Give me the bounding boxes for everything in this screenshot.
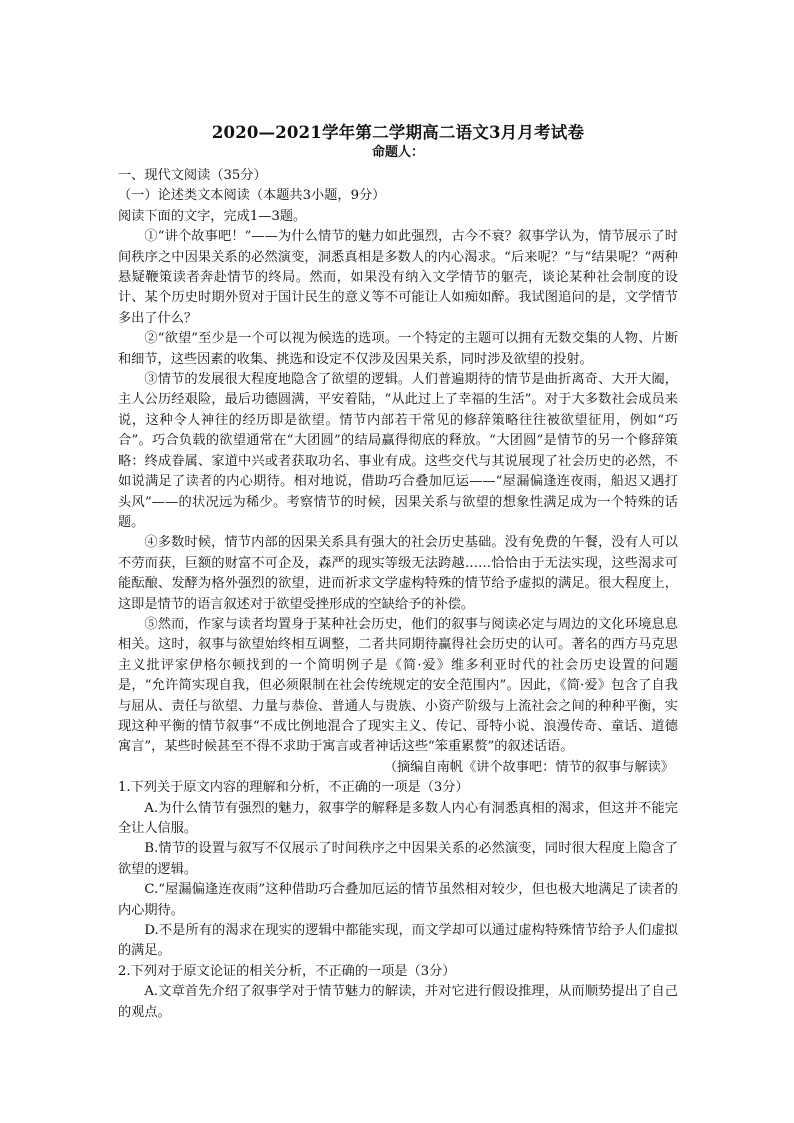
passage-paragraph-1: ①“讲个故事吧！”——为什么情节的魅力如此强烈，古今不衰？叙事学认为，情节展示了时间秩序之中因果关系的必然演变，洞悉真相是多数人的内心渴求。“后来呢？”与“结果呢？”两种悬疑鞭策读者奔赴情节的终局。然而，如果没有纳入文学情节的躯壳，谈论某种社会制度的设计、某个历史时期外贸对于国计民生的意义等不可能让人如痴如醉。我试图追问的是，文学情节多出了什么？ <box>118 229 678 326</box>
section-heading: 一、现代文阅读（35分） <box>118 168 267 183</box>
question-1-option-b: B.情节的设置与叙写不仅展示了时间秩序之中因果关系的必然演变，同时很大程度上隐含了欲望的逻辑。 <box>118 841 678 877</box>
question-2-stem: 2.下列对于原文论证的相关分析，不正确的一项是（3分） <box>118 963 456 979</box>
passage-paragraph-4: ④多数时候，情节内部的因果关系具有强大的社会历史基础。没有免费的午餐，没有人可以不劳而获，巨额的财富不可企及，森严的现实等级无法跨越……恰恰由于无法实现，这些渴求可能酝酿、发酵为格外强烈的欲望，进而祈求文学虚构特殊的情节给予虚拟的满足。很大程度上，这即是情节的语言叙述对于欲望受挫形成的空缺给予的补偿。 <box>118 535 678 612</box>
passage-paragraph-2: ②“欲望”至少是一个可以视为候选的选项。一个特定的主题可以拥有无数交集的人物、片断和细节，这些因素的收集、挑选和设定不仅涉及因果关系，同时涉及欲望的投射。 <box>118 331 678 367</box>
subsection-heading: （一）论述类文本阅读（本题共3小题，9分） <box>118 188 386 204</box>
passage-paragraph-5: ⑤然而，作家与读者均置身于某种社会历史，他们的叙事与阅读必定与周边的文化环境息息相关。这时，叙事与欲望始终相互调整，二者共同期待赢得社会历史的认可。著名的西方马克思主义批评家伊格尔顿找到的一个简明例子是《简·爱》维多利亚时代的社会历史设置的问题是，“允许简实现自我，但必须限制在社会传统规定的安全范围内”。因此，《简·爱》包含了自我与屈从、责任与欲望、力量与恭俭、普通人与贵族、小资产阶级与上流社会之间的种种平衡，实现这种平衡的情节叙事“不成比例地混合了现实主义、传记、哥特小说、浪漫传奇、童话、道德寓言”，某些时候甚至不得不求助于寓言或者神话这些“笨重累赘”的叙述话语。 <box>118 616 678 755</box>
question-1-option-d: D.不是所有的渴求在现实的逻辑中都能实现，而文学却可以通过虚构特殊情节给予人们虚拟的满足。 <box>118 923 678 959</box>
question-1-option-c: C.“屋漏偏逢连夜雨”这种借助巧合叠加厄运的情节虽然相对较少，但也极大地满足了读者的内心期待。 <box>118 882 678 918</box>
passage-paragraph-3: ③情节的发展很大程度地隐含了欲望的逻辑。人们普遍期待的情节是曲折离奇、大开大阖，主人公历经艰险，最后功德圆满，平安着陆，“从此过上了幸福的生活”。对于大多数社会成员来说，这种令人神往的经历即是欲望。情节内部若干常见的修辞策略往往被欲望征用，例如“巧合”。巧合负载的欲望通常在“大团圆”的结局赢得彻底的释放。“大团圆”是情节的另一个修辞策略：终成眷属、家道中兴或者获取功名、事业有成。这些交代与其说展现了社会历史的必然，不如说满足了读者的内心期待。相对地说，借助巧合叠加厄运——“屋漏偏逢连夜雨，船迟又遇打头风”——的状况远为稀少。考察情节的时候，因果关系与欲望的想象性满足成为一个特殊的话题。 <box>118 372 678 530</box>
question-1-stem: 1.下列关于原文内容的理解和分析，不正确的一项是（3分） <box>118 780 469 796</box>
question-2-option-a: A.文章首先介绍了叙事学对于情节魅力的解读，并对它进行假设推理，从而顺势提出了自己的观点。 <box>118 984 678 1020</box>
exam-setter: 命题人： <box>371 145 424 160</box>
question-1-option-a: A.为什么情节有强烈的魅力，叙事学的解释是多数人内心有洞悉真相的渴求，但这并不能完全让人信服。 <box>118 800 678 836</box>
passage-source: （摘编自南帆《讲个故事吧：情节的叙事与解读》 <box>383 759 674 775</box>
exam-title: 2020—2021学年第二学期高二语文3月月考试卷 <box>211 123 585 142</box>
reading-instruction: 阅读下面的文字，完成1—3题。 <box>118 208 307 224</box>
exam-page <box>118 122 678 1023</box>
